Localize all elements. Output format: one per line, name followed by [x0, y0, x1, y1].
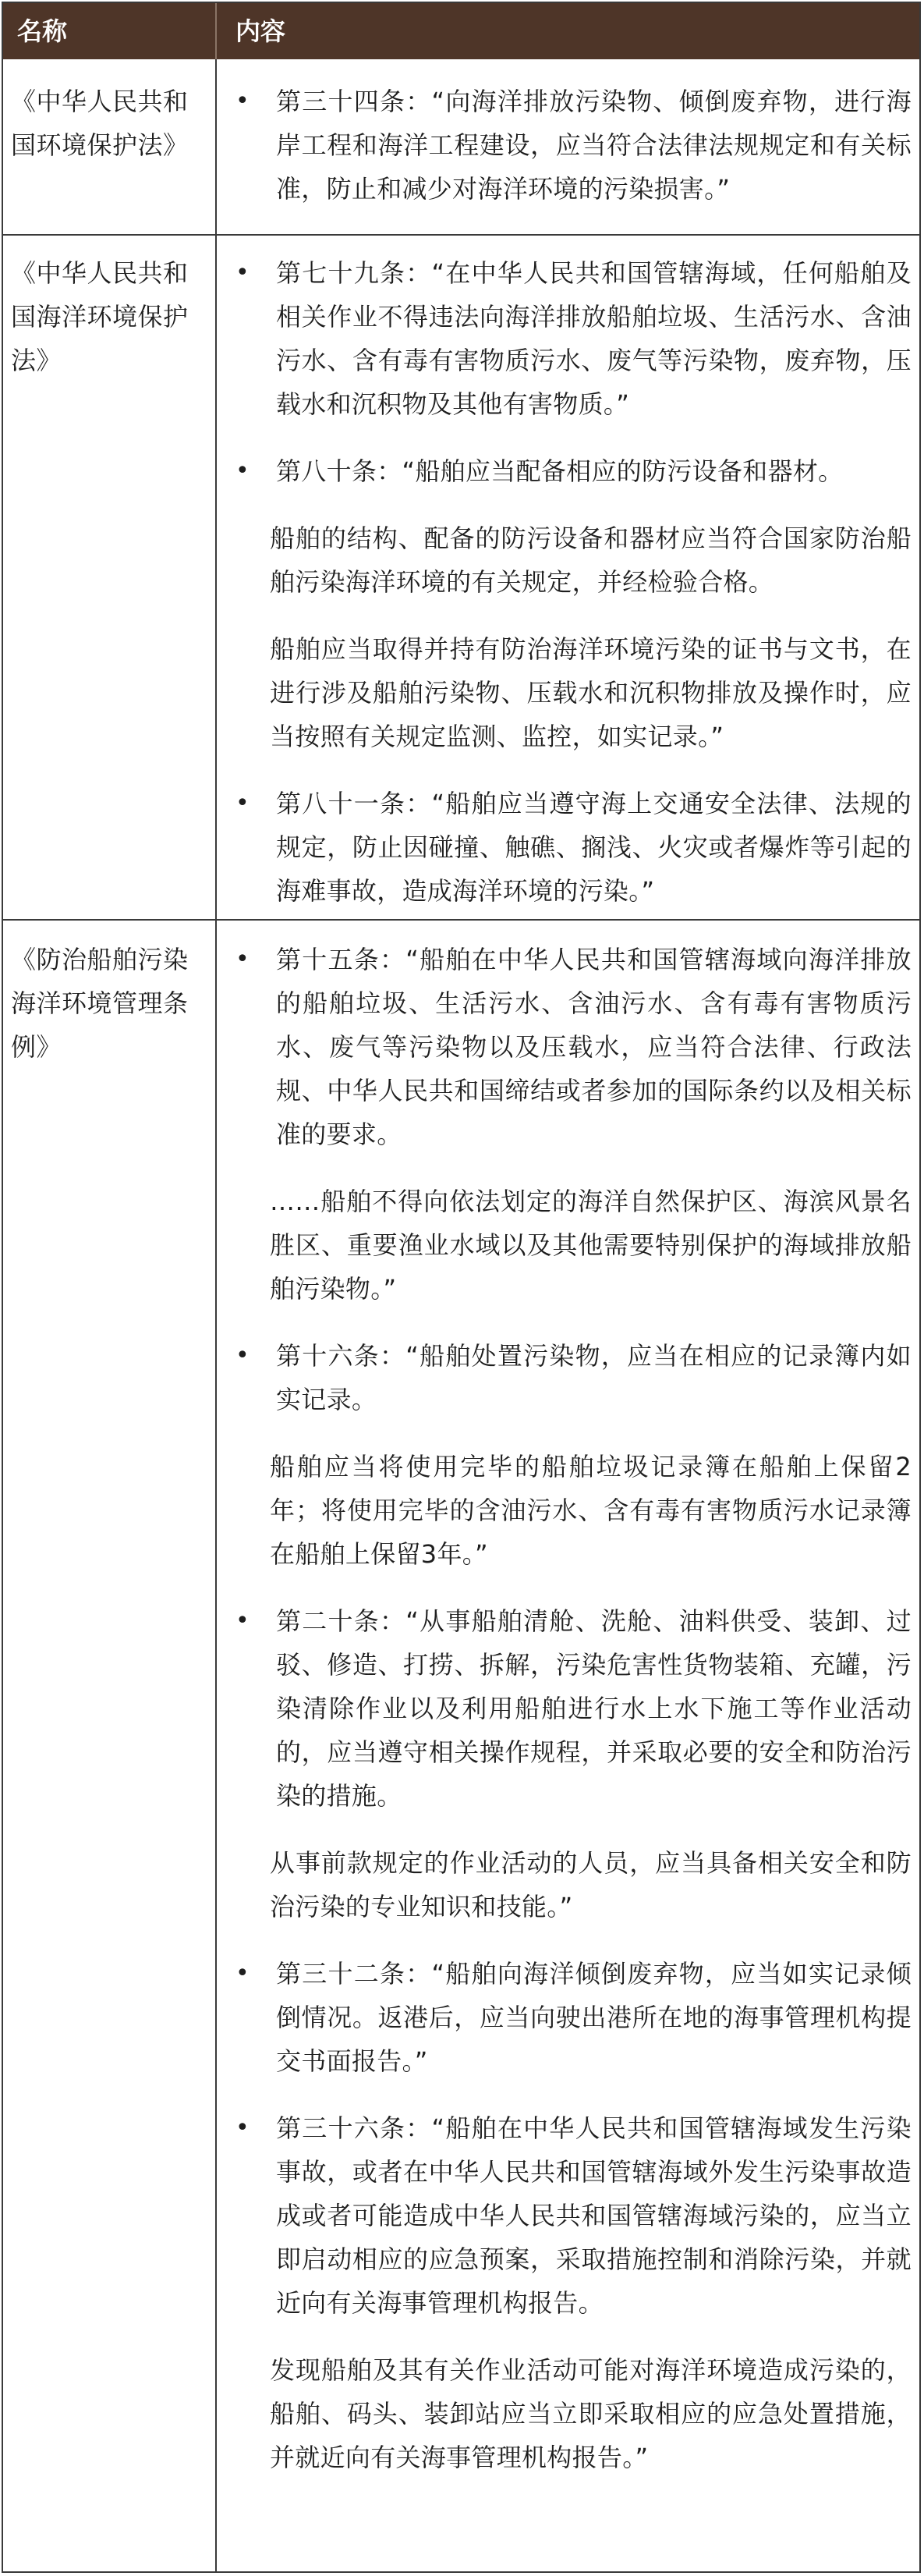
bullet-icon: • [235, 87, 250, 115]
law-content [229, 938, 912, 2479]
header-name: 名称 [17, 16, 68, 46]
bullet-icon: • [235, 457, 250, 484]
article-item [229, 2106, 912, 2325]
article-item [229, 449, 912, 493]
bullet-icon: • [235, 2114, 250, 2141]
law-content [229, 80, 912, 211]
article-text: 第三十二条：“船舶向海洋倾倒废弃物，应当如实记录倾倒情况。返港后，应当向驶出港所在地的海事管理机构提交书面报告。” [276, 1959, 912, 2076]
article-item [229, 251, 912, 426]
article-text: 第十五条：“船舶在中华人民共和国管辖海域向海洋排放的船舶垃圾、生活污水、含油污水、含有毒有害物质污水、废气等污染物以及压载水，应当符合法律、行政法规、中华人民共和国缔结或者参加的国际条约以及相关标准的要求。 [276, 945, 912, 1149]
article-text: 从事前款规定的作业活动的人员，应当具备相关安全和防治污染的专业知识和技能。” [270, 1848, 912, 1921]
article-item [229, 1599, 912, 1818]
bullet-icon: • [235, 1607, 250, 1634]
article-text: 发现船舶及其有关作业活动可能对海洋环境造成污染的，船舶、码头、装卸站应当立即采取相应的应急处置措施，并就近向有关海事管理机构报告。” [270, 2355, 912, 2472]
article-paragraph [229, 516, 912, 604]
law-content [229, 251, 912, 913]
law-name: 《中华人民共和国海洋环境保护法》 [11, 258, 189, 375]
bullet-icon: • [235, 1342, 250, 1369]
article-paragraph [229, 627, 912, 758]
table-row [3, 236, 919, 919]
article-text: 船舶应当取得并持有防治海洋环境污染的证书与文书，在进行涉及船舶污染物、压载水和沉积物排放及操作时，应当按照有关规定监测、监控，如实记录。” [270, 634, 912, 751]
article-item [229, 782, 912, 913]
article-text: 第十六条：“船舶处置污染物，应当在相应的记录簿内如实记录。 [276, 1341, 912, 1414]
table-row [3, 59, 919, 234]
article-text: 船舶应当将使用完毕的船舶垃圾记录簿在船舶上保留2年；将使用完毕的含油污水、含有毒有害物质污水记录簿在船舶上保留3年。” [270, 1452, 912, 1569]
bullet-icon: • [235, 946, 250, 973]
law-name: 《防治船舶污染海洋环境管理条例》 [11, 945, 189, 1062]
article-text: 第二十条：“从事船舶清舱、洗舱、油料供受、装卸、过驳、修造、打捞、拆解，污染危害性货物装箱、充罐，污染清除作业以及利用船舶进行水上水下施工等作业活动的，应当遵守相关操作规程，并采取必要的安全和防治污染的措施。 [276, 1606, 912, 1811]
law-name: 《中华人民共和国环境保护法》 [11, 87, 189, 160]
article-text: 第三十四条：“向海洋排放污染物、倾倒废弃物，进行海岸工程和海洋工程建设，应当符合法律法规规定和有关标准，防止和减少对海洋环境的污染损害。” [276, 87, 912, 204]
article-text: 第八十一条：“船舶应当遵守海上交通安全法律、法规的规定，防止因碰撞、触礁、搁浅、火灾或者爆炸等引起的海难事故，造成海洋环境的污染。” [276, 789, 912, 906]
article-item [229, 1334, 912, 1421]
article-item [229, 938, 912, 1156]
article-paragraph [229, 2348, 912, 2479]
article-text: 第七十九条：“在中华人民共和国管辖海域，任何船舶及相关作业不得违法向海洋排放船舶垃圾、生活污水、含油污水、含有毒有害物质污水、废气等污染物，废弃物，压载水和沉积物及其他有害物质。” [276, 258, 912, 419]
article-paragraph [229, 1445, 912, 1576]
article-item [229, 80, 912, 211]
regulations-table [2, 2, 921, 2573]
bullet-icon: • [235, 1960, 250, 1987]
table-header [3, 3, 919, 59]
bullet-icon: • [235, 789, 250, 817]
header-content: 内容 [235, 16, 286, 46]
article-text: 第三十六条：“船舶在中华人民共和国管辖海域发生污染事故，或者在中华人民共和国管辖海域外发生污染事故造成或者可能造成中华人民共和国管辖海域污染的，应当立即启动相应的应急预案，采取措施控制和消除污染，并就近向有关海事管理机构报告。 [276, 2113, 912, 2318]
article-text: 第八十条：“船舶应当配备相应的防污设备和器材。 [276, 456, 844, 486]
article-text: ……船舶不得向依法划定的海洋自然保护区、海滨风景名胜区、重要渔业水域以及其他需要特别保护的海域排放船舶污染物。” [270, 1187, 912, 1304]
article-paragraph [229, 1841, 912, 1928]
header-divider [215, 3, 217, 59]
article-paragraph [229, 1180, 912, 1311]
table-row [3, 921, 919, 2571]
bullet-icon: • [235, 259, 250, 286]
article-text: 船舶的结构、配备的防污设备和器材应当符合国家防治船舶污染海洋环境的有关规定，并经检验合格。 [270, 523, 912, 597]
article-item [229, 1952, 912, 2083]
